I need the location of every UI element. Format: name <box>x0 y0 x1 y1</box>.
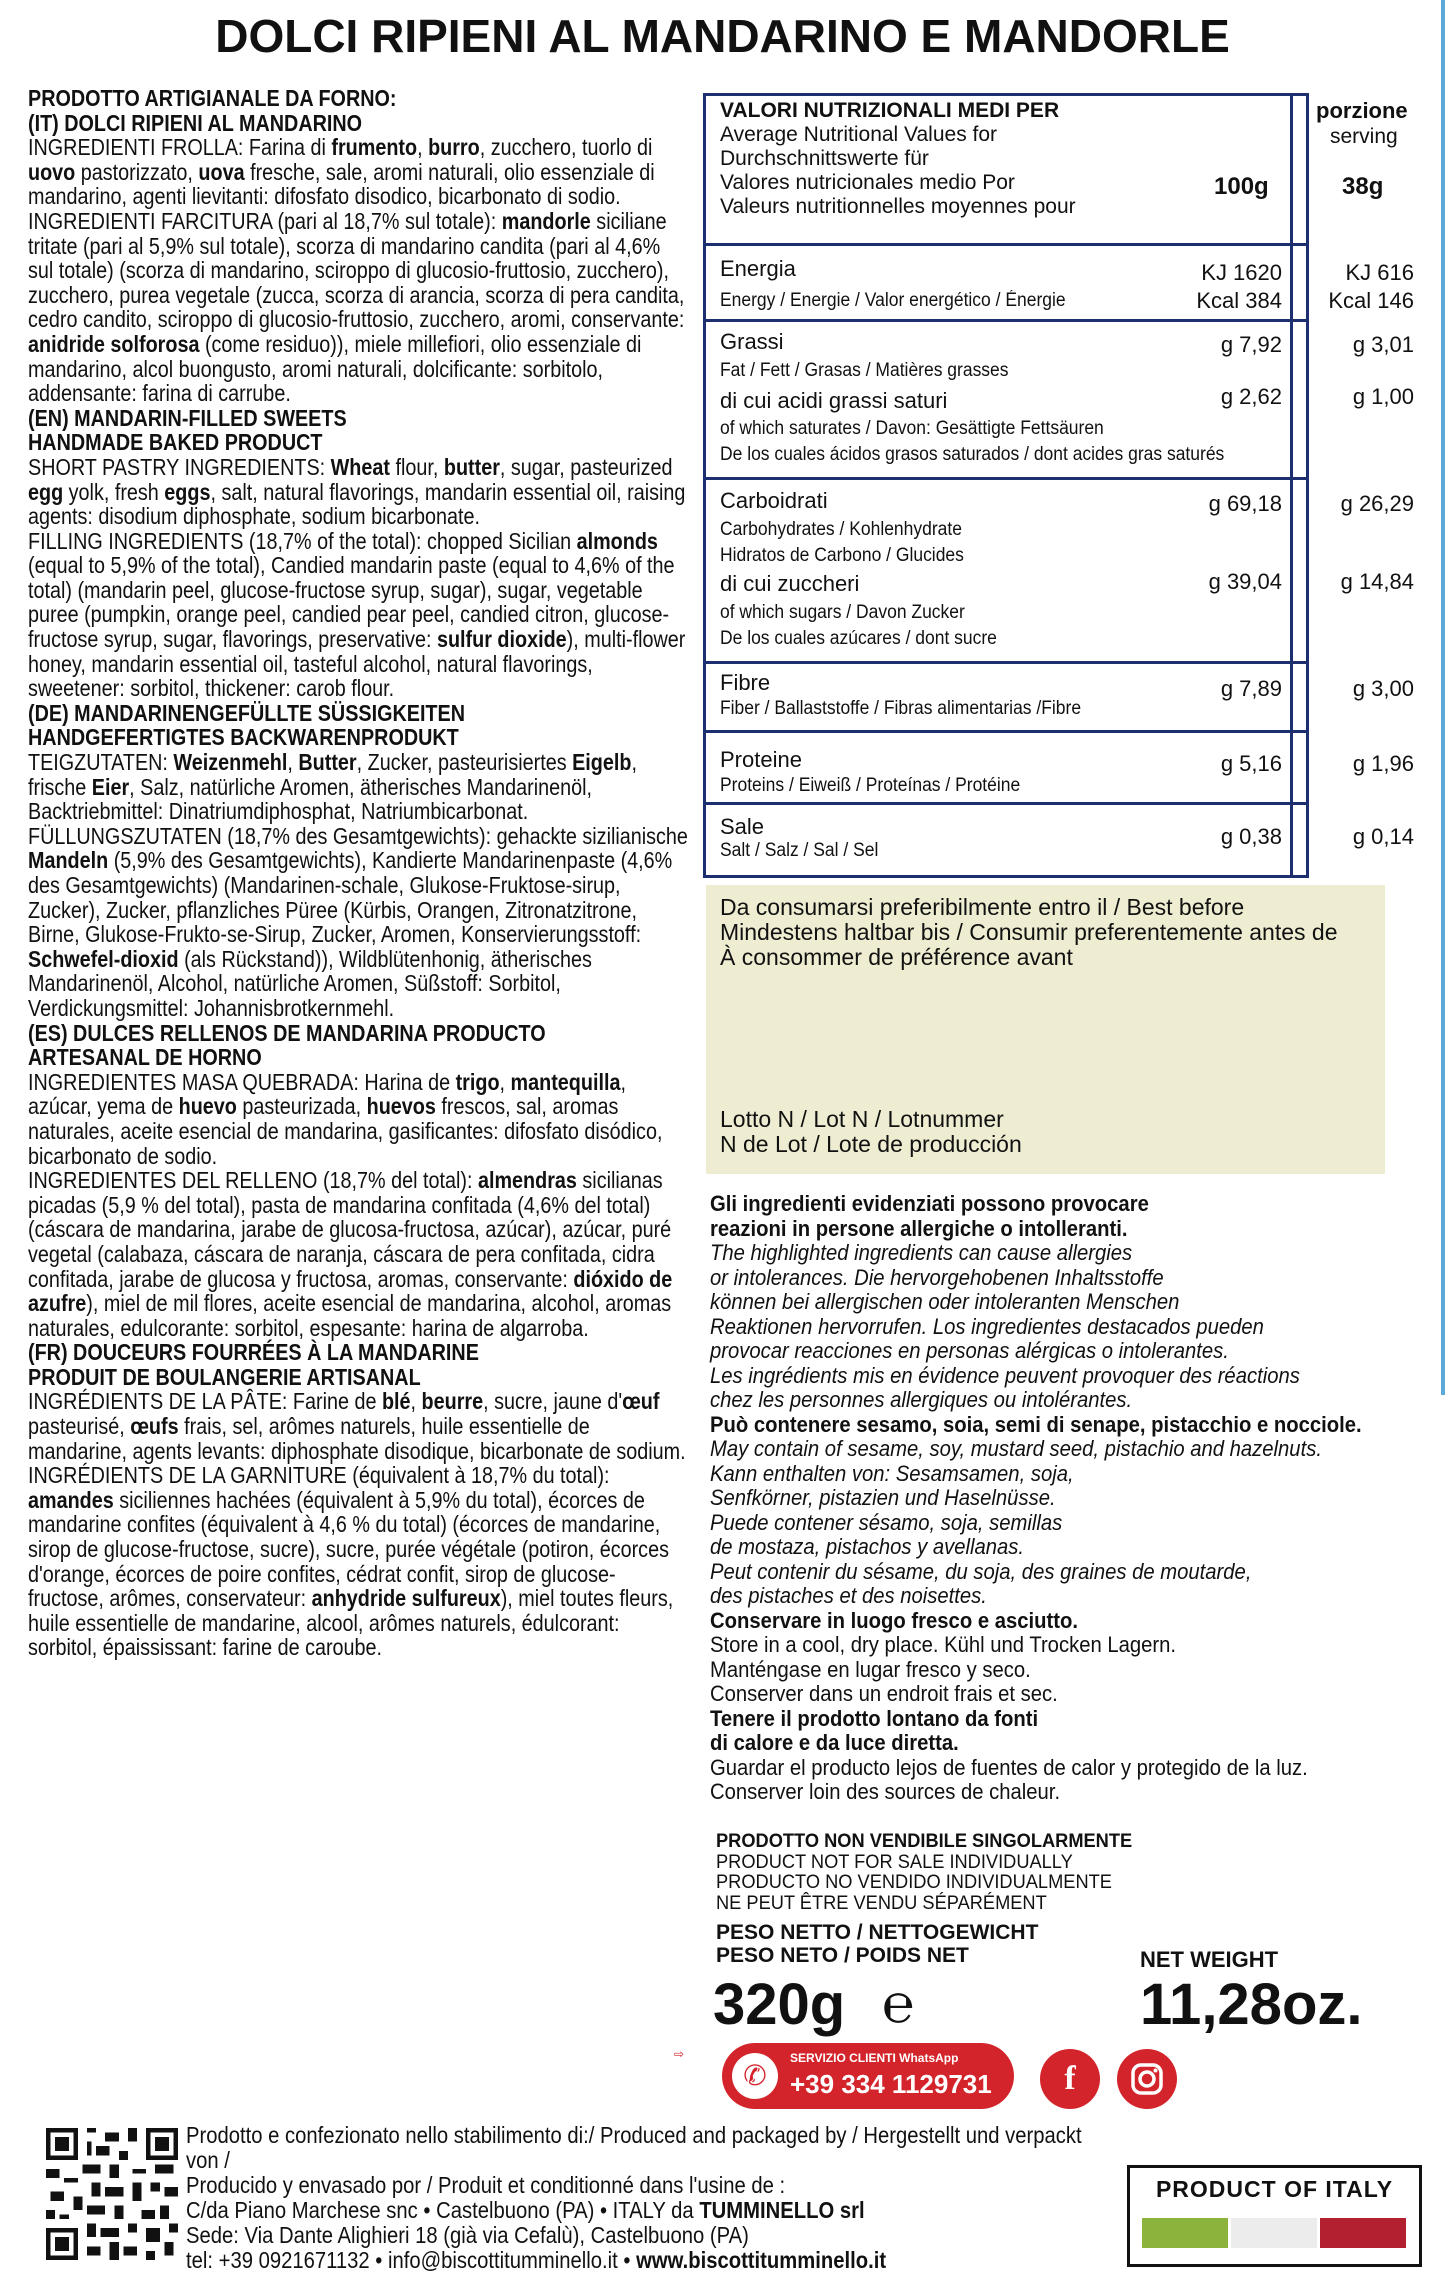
net-weight-ounces: 11,28oz. <box>1140 1972 1363 2037</box>
energy-sub: Energy / Energie / Valor energético / Énergie <box>720 290 1066 311</box>
intro-heading: PRODOTTO ARTIGIANALE DA FORNO: <box>28 85 397 111</box>
producer-contacts: tel: +39 0921671132 • info@biscottitumminello.it • www.biscottitumminello.it <box>186 2247 887 2273</box>
de-heading-1: (DE) MANDARINENGEFÜLLTE SÜSSIGKEITEN <box>28 699 466 726</box>
may-contain-translation: des pistaches et des noisettes. <box>710 1583 987 1608</box>
best-before-line: Da consumarsi preferibilmente entro il / Best before <box>720 894 1245 920</box>
service-phone[interactable]: +39 334 1129731 <box>790 2069 992 2099</box>
fibre-sub: Fiber / Ballaststoffe / Fibras alimentarias /Fibre <box>720 698 1082 719</box>
may-contain-translation: Puede contener sésamo, soja, semillas <box>710 1509 1063 1535</box>
storage-translation: Manténgase en lugar fresco y seco. <box>710 1656 1031 1682</box>
row-rule <box>706 802 1306 805</box>
whatsapp-icon: ✆ <box>732 2053 778 2099</box>
storage-instruction: Conservare in luogo fresco e asciutto. <box>710 1607 1078 1633</box>
table-column-rule <box>1290 93 1293 875</box>
producer-info <box>186 2123 1119 2273</box>
flag-white-stripe <box>1231 2218 1317 2248</box>
saturates-sub: De los cuales ácidos grasos saturados / dont acides gras saturés <box>720 444 1225 465</box>
best-before-box <box>706 885 1385 1174</box>
origin-label: PRODUCT OF ITALY <box>1155 2176 1394 2202</box>
qr-code[interactable] <box>46 2128 178 2260</box>
fibre-label: Fibre <box>720 670 771 695</box>
fr-filling: INGRÉDIENTS DE LA GARNITURE (équivalent à 18,7% du total): amandes siciliennes hachées (équivalent à 5,9% du total), écorces de mandarine confites (équivalent à 4,6 % du total) (écorces de mandarine, sirop de glucose-fructose, sucre), sucre, purée végétale (potiron, écorces d'orange, écorces de poire confites, cédrat confit, sirop de glucose-fructose, arômes, conservateur: anhydride sulfureux), miel toutes fleurs, huile essentielle de mandarine, alcool, arômes naturels, édulcorant: sorbitol, épaississant: farine de caroube. <box>28 1462 674 1661</box>
carb-sub: Carbohydrates / Kohlenhydrate <box>720 519 962 540</box>
es-heading-2: ARTESANAL DE HORNO <box>28 1044 262 1071</box>
carb-sub: Hidratos de Carbono / Glucides <box>720 545 964 566</box>
instagram-icon[interactable] <box>1117 2049 1177 2109</box>
fr-pastry: INGRÉDIENTS DE LA PÂTE: Farine de blé, beurre, sucre, jaune d'œuf pasteurisé, œufs frais, sel, arômes naturels, huile essentielle de mandarine, agents levants: diphosphate disodique, bicarbonate de sodium. <box>28 1388 686 1464</box>
row-rule <box>706 319 1306 322</box>
allergen-translation: chez les personnes allergiques ou intolérantes. <box>710 1387 1133 1412</box>
lot-number-text <box>720 1107 1022 1157</box>
net-weight-label: PESO NETO / POIDS NET <box>716 1944 969 1967</box>
best-before-text <box>720 895 1338 970</box>
es-pastry: INGREDIENTES MASA QUEBRADA: Harina de trigo, mantequilla, azúcar, yema de huevo pasteurizada, huevos frescos, sal, aromas naturales, aceite esencial de mandarina, gasificantes: difosfato disódico, bicarbonato de sodio. <box>28 1068 663 1169</box>
protein-label: Proteine <box>720 747 802 772</box>
estimated-sign: ℮ <box>882 1974 915 2034</box>
heat-instruction: di calore e da luce diretta. <box>710 1730 959 1755</box>
nutrition-header-line: Average Nutritional Values for <box>720 123 998 146</box>
allergen-translation: Les ingrédients mis en évidence peuvent provoquer des réactions <box>710 1362 1300 1388</box>
energy-kj-100g: KJ 1620 <box>1201 260 1282 285</box>
saturates-label: di cui acidi grassi saturi <box>720 388 948 413</box>
email-link[interactable]: info@biscottitumminello.it • <box>387 2247 637 2273</box>
not-for-sale-line: PRODUCTO NO VENDIDO INDIVIDUALMENTE <box>716 1872 1112 1893</box>
en-filling: FILLING INGREDIENTS (18,7% of the total): chopped Sicilian almonds (equal to 5,9% of the total), Candied mandarin paste (equal to 4,6% of the total) (mandarin peel, glucose-fructose syrup, sugar), sugar, vegetable puree (pumpkin, orange peel, candied pear peel, candied citron, glucose-fructose syrup, sugar, flavorings, preservative: sulfur dioxide), multi-flower honey, mandarin essential oil, tasteful alcohol, natural flavorings, sweetener: sorbitol, thickener: carob flour. <box>28 527 686 702</box>
heat-translation: Guardar el producto lejos de fuentes de calor y protegido de la luz. <box>710 1754 1308 1780</box>
storage-translation: Store in a cool, dry place. Kühl und Trocken Lagern. <box>710 1632 1177 1657</box>
nutrition-table <box>703 93 1414 878</box>
sugars-sub: of which sugars / Davon Zucker <box>720 602 965 623</box>
best-before-line: À consommer de préférence avant <box>720 944 1073 970</box>
ingredients-column <box>28 86 688 1660</box>
saturates-portion: g 1,00 <box>1352 384 1414 409</box>
net-weight-label: PESO NETTO / NETTOGEWICHT <box>716 1921 1039 1944</box>
nutrition-header-line: Durchschnittswerte für <box>720 147 929 170</box>
flag-red-stripe <box>1320 2218 1406 2248</box>
row-rule <box>706 477 1306 480</box>
edge-rule <box>1441 0 1445 1395</box>
allergen-translation: können bei allergischen oder intoleranten Menschen <box>710 1289 1180 1314</box>
protein-portion: g 1,96 <box>1352 751 1414 776</box>
protein-sub: Proteins / Eiweiß / Proteínas / Protéine <box>720 775 1021 796</box>
allergen-notes <box>710 1192 1430 1805</box>
salt-100g: g 0,38 <box>1220 824 1282 849</box>
allergen-warning: Gli ingredienti evidenziati possono provocare <box>710 1191 1149 1216</box>
energy-kj-portion: KJ 616 <box>1345 260 1414 285</box>
not-for-sale-line: PRODUCT NOT FOR SALE INDIVIDUALLY <box>716 1851 1073 1873</box>
may-contain-translation: May contain of sesame, soy, mustard seed, pistachio and hazelnuts. <box>710 1436 1322 1461</box>
producer-line: Prodotto e confezionato nello stabilimento di:/ Produced and packaged by / Hergestellt und verpackt von / <box>186 2122 1082 2173</box>
it-filling: INGREDIENTI FARCITURA (pari al 18,7% sul totale): mandorle siciliane tritate (pari al 5,9% sul totale), scorza di mandarino candita (pari al 4,6% sul totale) (scorza di mandarino, sciroppo di glucosio-fruttosio, zucchero), zucchero, purea vegetale (zucca, scorza di arancia, scorza di pera candita, cedro candito, sciroppo di glucosio-fruttosio, zucchero, aromi, conservante: anidride solforosa (come residuo)), miele millefiori, olio essenziale di mandarino, alcol buongusto, aromi naturali, dolcificante: sorbitolo, addensante: farina di carrube. <box>28 207 685 407</box>
net-weight-grams: 320g <box>713 1972 846 2037</box>
sugars-100g: g 39,04 <box>1208 569 1282 594</box>
heat-instruction: Tenere il prodotto lontano da fonti <box>710 1705 1039 1731</box>
column-100g: 100g <box>1214 173 1269 200</box>
may-contain-translation: Kann enthalten von: Sesamsamen, soja, <box>710 1460 1074 1486</box>
row-rule <box>706 730 1306 733</box>
row-rule <box>706 243 1306 246</box>
saturates-100g: g 2,62 <box>1220 384 1282 409</box>
es-filling: INGREDIENTES DEL RELLENO (18,7% del total): almendras sicilianas picadas (5,9 % del total), pasta de mandarina confitada (4,6% del total) (cáscara de mandarina, jarabe de glucosa-fructosa, azúcar), azúcar, puré vegetal (calabaza, cáscara de naranja, cáscara de pera confitada, cidra confitada, jarabe de glucosa y fructosa, aromas, conservante: dióxido de azufre), miel de mil flores, aceite esencial de mandarina, alcohol, aromas naturales, edulcorante: sorbitol, espesante: harina de algarroba. <box>28 1167 673 1341</box>
fat-portion: g 3,01 <box>1352 332 1414 357</box>
de-filling: FÜLLUNGSZUTATEN (18,7% des Gesamtgewichts): gehackte sizilianische Mandeln (5,9% des Gesamtgewichts), Kandierte Mandarinenpaste (4,6% des Gesamtgewichts) (Mandarinen-schale, Glukose-Fruktose-sirup, Zucker), Zucker, pflanzliches Püree (Kürbis, Orangen, Zitronatzitrone, Birne, Glukose-Frukto-se-Sirup, Zucker, Aromen, Konservierungsstoff: Schwefel-dioxid (als Rückstand)), Wildblütenhonig, ätherisches Mandarinenöl, Alcohol, natürliche Aromen, Süßstoff: Sorbitol, Verdickungsmittel: Johannisbrotkernmehl. <box>28 822 688 1021</box>
nutrition-header: VALORI NUTRIZIONALI MEDI PER <box>720 99 1060 122</box>
en-pastry: SHORT PASTRY INGREDIENTS: Wheat flour, butter, sugar, pasteurized egg yolk, fresh eggs, salt, natural flavorings, mandarin essential oil, raising agents: disodium diphosphate, sodium bicarbonate. <box>28 453 686 530</box>
fr-heading-1: (FR) DOUCEURS FOURRÉES À LA MANDARINE <box>28 1339 479 1366</box>
producer-address: C/da Piano Marchese snc • Castelbuono (PA) • ITALY da TUMMINELLO srl <box>186 2197 865 2223</box>
flag-green-stripe <box>1142 2218 1228 2248</box>
allergen-translation: Reaktionen hervorrufen. Los ingredientes destacados pueden <box>710 1313 1264 1339</box>
whatsapp-service-badge[interactable] <box>722 2043 1014 2109</box>
instagram-glyph <box>1117 2049 1177 2109</box>
column-portion: 38g <box>1342 173 1384 200</box>
fibre-portion: g 3,00 <box>1352 676 1414 701</box>
salt-sub: Salt / Salz / Sal / Sel <box>720 840 879 861</box>
table-top-rule <box>703 93 1309 96</box>
energy-label: Energia <box>720 256 796 281</box>
facebook-icon[interactable]: f <box>1040 2049 1100 2109</box>
arrow-icon: ⇨ <box>674 2047 685 2061</box>
serving-label: serving <box>1330 125 1398 148</box>
portion-label: porzione <box>1316 98 1408 123</box>
not-for-sale-line: NE PEUT ÊTRE VENDU SÉPARÉMENT <box>716 1892 1047 1914</box>
net-weight-labels <box>716 1921 1038 1967</box>
storage-translation: Conserver dans un endroit frais et sec. <box>710 1681 1058 1706</box>
fat-sub: Fat / Fett / Grasas / Matières grasses <box>720 360 1009 381</box>
nutrition-header-line: Valores nutricionales medio Por <box>720 171 1015 194</box>
origin-badge <box>1127 2165 1422 2267</box>
fibre-100g: g 7,89 <box>1220 676 1282 701</box>
net-weight-label-en: NET WEIGHT <box>1140 1947 1279 1972</box>
not-for-sale-bold: PRODOTTO NON VENDIBILE SINGOLARMENTE <box>716 1831 1133 1852</box>
allergen-warning: reazioni in persone allergiche o intolleranti. <box>710 1215 1128 1241</box>
en-heading-1: (EN) MANDARIN-FILLED SWEETS <box>28 404 347 431</box>
allergen-translation: provocar reacciones en personas alérgicas o intolerantes. <box>710 1338 1229 1363</box>
not-for-sale-notice <box>716 1832 1132 1914</box>
sugars-sub: De los cuales azúcares / dont sucre <box>720 628 997 649</box>
de-pastry: TEIGZUTATEN: Weizenmehl, Butter, Zucker, pasteurisiertes Eigelb, frische Eier, Salz, natürliche Aromen, ätherisches Mandarinenöl, Backtriebmittel: Dinatriumdiphosphat, Natriumbicarbonat. <box>28 749 637 825</box>
salt-label: Sale <box>720 814 765 839</box>
nutrition-header-line: Valeurs nutritionnelles moyennes pour <box>720 195 1076 218</box>
it-heading: (IT) DOLCI RIPIENI AL MANDARINO <box>28 109 363 136</box>
sugars-label: di cui zuccheri <box>720 571 860 596</box>
en-heading-2: HANDMADE BAKED PRODUCT <box>28 429 323 456</box>
may-contain-translation: Peut contenir du sésame, du soja, des graines de moutarde, <box>710 1558 1252 1584</box>
may-contain-translation: Senfkörner, pistazien und Haselnüsse. <box>710 1485 1056 1510</box>
carb-100g: g 69,18 <box>1208 491 1282 516</box>
may-contain-translation: de mostaza, pistachos y avellanas. <box>710 1534 1025 1559</box>
lot-line: Lotto N / Lot N / Lotnummer <box>720 1106 1004 1132</box>
energy-kcal-portion: Kcal 146 <box>1328 288 1414 313</box>
qr-code-graphic <box>46 2128 178 2260</box>
protein-100g: g 5,16 <box>1220 751 1282 776</box>
saturates-sub: of which saturates / Davon: Gesättigte Fettsäuren <box>720 418 1104 439</box>
fat-100g: g 7,92 <box>1220 332 1282 357</box>
es-heading-1: (ES) DULCES RELLENOS DE MANDARINA PRODUCTO <box>28 1019 546 1046</box>
allergen-translation: The highlighted ingredients can cause allergies <box>710 1240 1133 1265</box>
service-label: SERVIZIO CLIENTI WhatsApp <box>790 2051 959 2065</box>
fat-label: Grassi <box>720 329 784 354</box>
website-link[interactable]: www.biscottitumminello.it <box>636 2247 887 2273</box>
de-heading-2: HANDGEFERTIGTES BACKWARENPRODUKT <box>28 724 459 751</box>
best-before-line: Mindestens haltbar bis / Consumir preferentemente antes de <box>720 919 1338 945</box>
it-pastry: INGREDIENTI FROLLA: Farina di frumento, burro, zucchero, tuorlo di uovo pastorizzato, uova fresche, sale, aromi naturali, olio essenziale di mandarino, agenti lievitanti: difosfato disodico, bicarbonato di sodio. <box>28 134 655 210</box>
producer-line: Producido y envasado por / Produit et conditionné dans l'usine de : <box>186 2172 786 2198</box>
sugars-portion: g 14,84 <box>1340 569 1414 594</box>
may-contain: Può contenere sesamo, soia, semi di senape, pistacchio e nocciole. <box>710 1411 1362 1437</box>
fr-heading-2: PRODUIT DE BOULANGERIE ARTISANAL <box>28 1363 421 1390</box>
lot-line: N de Lot / Lote de producción <box>720 1131 1022 1157</box>
energy-kcal-100g: Kcal 384 <box>1196 288 1282 313</box>
heat-translation: Conserver loin des sources de chaleur. <box>710 1779 1061 1804</box>
allergen-translation: or intolerances. Die hervorgehobenen Inhaltsstoffe <box>710 1264 1164 1290</box>
producer-headquarters: Sede: Via Dante Alighieri 18 (già via Cefalù), Castelbuono (PA) <box>186 2222 749 2248</box>
salt-portion: g 0,14 <box>1352 824 1414 849</box>
carb-portion: g 26,29 <box>1340 491 1414 516</box>
product-title: DOLCI RIPIENI AL MANDARINO E MANDORLE <box>215 10 1230 62</box>
carb-label: Carboidrati <box>720 488 828 513</box>
row-rule <box>706 661 1306 664</box>
